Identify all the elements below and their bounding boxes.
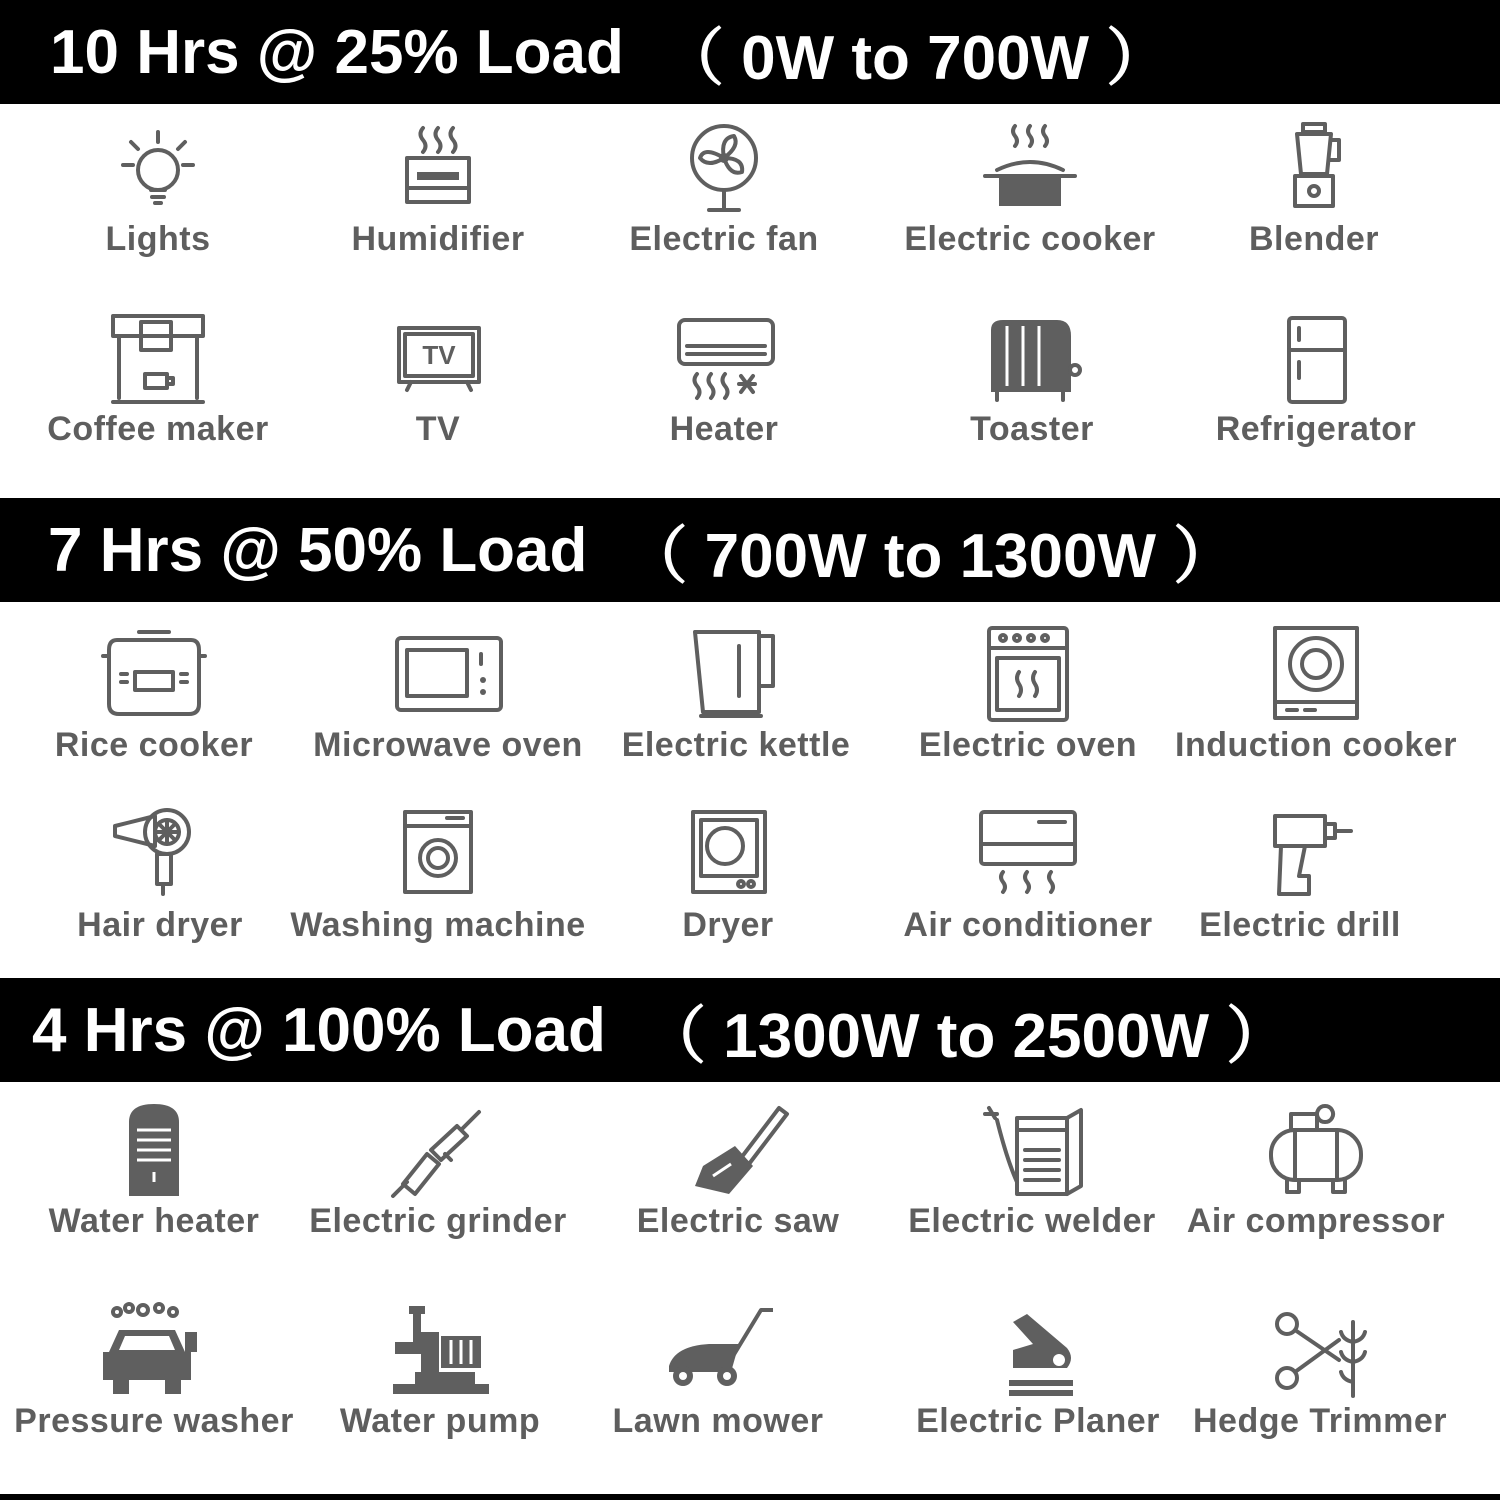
humidifier-icon	[383, 120, 493, 220]
dryer-icon	[673, 806, 783, 906]
appliance-item	[578, 806, 878, 945]
kettle-icon	[681, 626, 791, 726]
appliance-label: Refrigerator	[1215, 410, 1417, 448]
appliance-item	[1166, 1102, 1466, 1241]
appliance-item	[10, 806, 310, 945]
section-header-100	[0, 978, 1500, 1082]
appliance-item	[882, 1102, 1182, 1241]
wattage-range: （ 700W to 1300W ）	[625, 521, 1236, 591]
pressure-washer-icon	[99, 1302, 209, 1402]
load-label: 7 Hrs @ 50% Load	[48, 515, 588, 585]
appliance-label: Toaster	[970, 410, 1094, 448]
cooking-pot-icon	[975, 120, 1085, 220]
fan-icon	[669, 120, 779, 220]
lawn-mower-icon	[663, 1302, 773, 1402]
appliance-label: Air conditioner	[903, 906, 1153, 944]
appliance-item	[290, 1302, 590, 1441]
appliance-label: Electric fan	[629, 220, 819, 258]
drill-icon	[1245, 806, 1355, 906]
wattage-range: （ 0W to 700W ）	[661, 23, 1169, 93]
appliance-label: TV	[415, 410, 461, 448]
refrigerator-icon	[1261, 310, 1371, 410]
bottom-border	[0, 1494, 1500, 1500]
toaster-icon	[977, 310, 1087, 410]
appliance-item	[568, 1302, 868, 1441]
tv-icon	[383, 310, 493, 410]
appliance-item	[586, 626, 886, 765]
appliance-item	[1166, 626, 1466, 765]
hair-dryer-icon	[105, 806, 215, 906]
wattage-range: （ 1300W to 2500W ）	[643, 1001, 1289, 1071]
appliance-item	[288, 1102, 588, 1241]
appliance-label: Electric saw	[636, 1202, 840, 1240]
appliance-label: Electric Planer	[916, 1402, 1160, 1440]
appliance-item	[882, 310, 1182, 449]
appliance-label: Pressure washer	[14, 1402, 294, 1440]
appliance-item	[588, 1102, 888, 1241]
air-compressor-icon	[1261, 1102, 1371, 1202]
coffee-maker-icon	[103, 310, 213, 410]
appliance-item	[1164, 120, 1464, 259]
appliance-label: Electric oven	[918, 726, 1138, 764]
appliance-label: Hedge Trimmer	[1192, 1402, 1448, 1440]
heater-icon	[669, 310, 779, 410]
appliance-item	[574, 310, 874, 449]
appliance-item	[574, 120, 874, 259]
appliance-item	[888, 1302, 1188, 1441]
induction-cooker-icon	[1261, 626, 1371, 726]
appliance-label: Lawn mower	[612, 1402, 824, 1440]
rice-cooker-icon	[99, 626, 209, 726]
appliance-item	[1166, 310, 1466, 449]
chainsaw-icon	[683, 1102, 793, 1202]
appliance-item	[4, 626, 304, 765]
appliance-label: Heater	[669, 410, 779, 448]
air-conditioner-icon	[973, 806, 1083, 906]
appliance-label: Water pump	[339, 1402, 541, 1440]
appliance-item	[878, 626, 1178, 765]
blender-icon	[1259, 120, 1369, 220]
appliance-item	[4, 1302, 304, 1441]
appliance-item	[8, 120, 308, 259]
grinder-icon	[383, 1102, 493, 1202]
appliance-label: Hair dryer	[77, 906, 243, 944]
appliance-item	[4, 1102, 304, 1241]
appliance-label: Coffee maker	[47, 410, 269, 448]
appliance-item	[878, 806, 1178, 945]
water-heater-icon	[99, 1102, 209, 1202]
appliance-item	[1150, 806, 1450, 945]
appliance-item	[288, 120, 588, 259]
appliance-label: Microwave oven	[313, 726, 583, 764]
appliance-label: Lights	[105, 220, 211, 258]
svg-text:TV: TV	[422, 340, 456, 370]
water-pump-icon	[385, 1302, 495, 1402]
oven-icon	[973, 626, 1083, 726]
appliance-item	[288, 310, 588, 449]
planer-icon	[983, 1302, 1093, 1402]
appliance-label: Electric cooker	[904, 220, 1156, 258]
load-label: 10 Hrs @ 25% Load	[50, 17, 624, 87]
appliance-item	[298, 626, 598, 765]
hedge-trimmer-icon	[1265, 1302, 1375, 1402]
appliance-label: Electric drill	[1199, 906, 1401, 944]
microwave-icon	[393, 626, 503, 726]
appliance-item	[8, 310, 308, 449]
appliance-label: Air compressor	[1186, 1202, 1446, 1240]
appliance-label: Electric welder	[908, 1202, 1156, 1240]
appliance-item	[288, 806, 588, 945]
appliance-label: Blender	[1248, 220, 1380, 258]
appliance-item	[880, 120, 1180, 259]
section-header-50	[0, 498, 1500, 602]
appliance-label: Electric grinder	[309, 1202, 567, 1240]
lightbulb-icon	[103, 120, 213, 220]
appliance-label: Rice cooker	[54, 726, 254, 764]
appliance-label: Electric kettle	[621, 726, 851, 764]
appliance-label: Water heater	[48, 1202, 260, 1240]
appliance-label: Washing machine	[290, 906, 586, 944]
section-header-25	[0, 0, 1500, 104]
appliance-label: Dryer	[682, 906, 774, 944]
washing-machine-icon	[383, 806, 493, 906]
welder-icon	[977, 1102, 1087, 1202]
appliance-item	[1170, 1302, 1470, 1441]
appliance-label: Induction cooker	[1175, 726, 1457, 764]
load-label: 4 Hrs @ 100% Load	[32, 995, 606, 1065]
appliance-label: Humidifier	[351, 220, 525, 258]
